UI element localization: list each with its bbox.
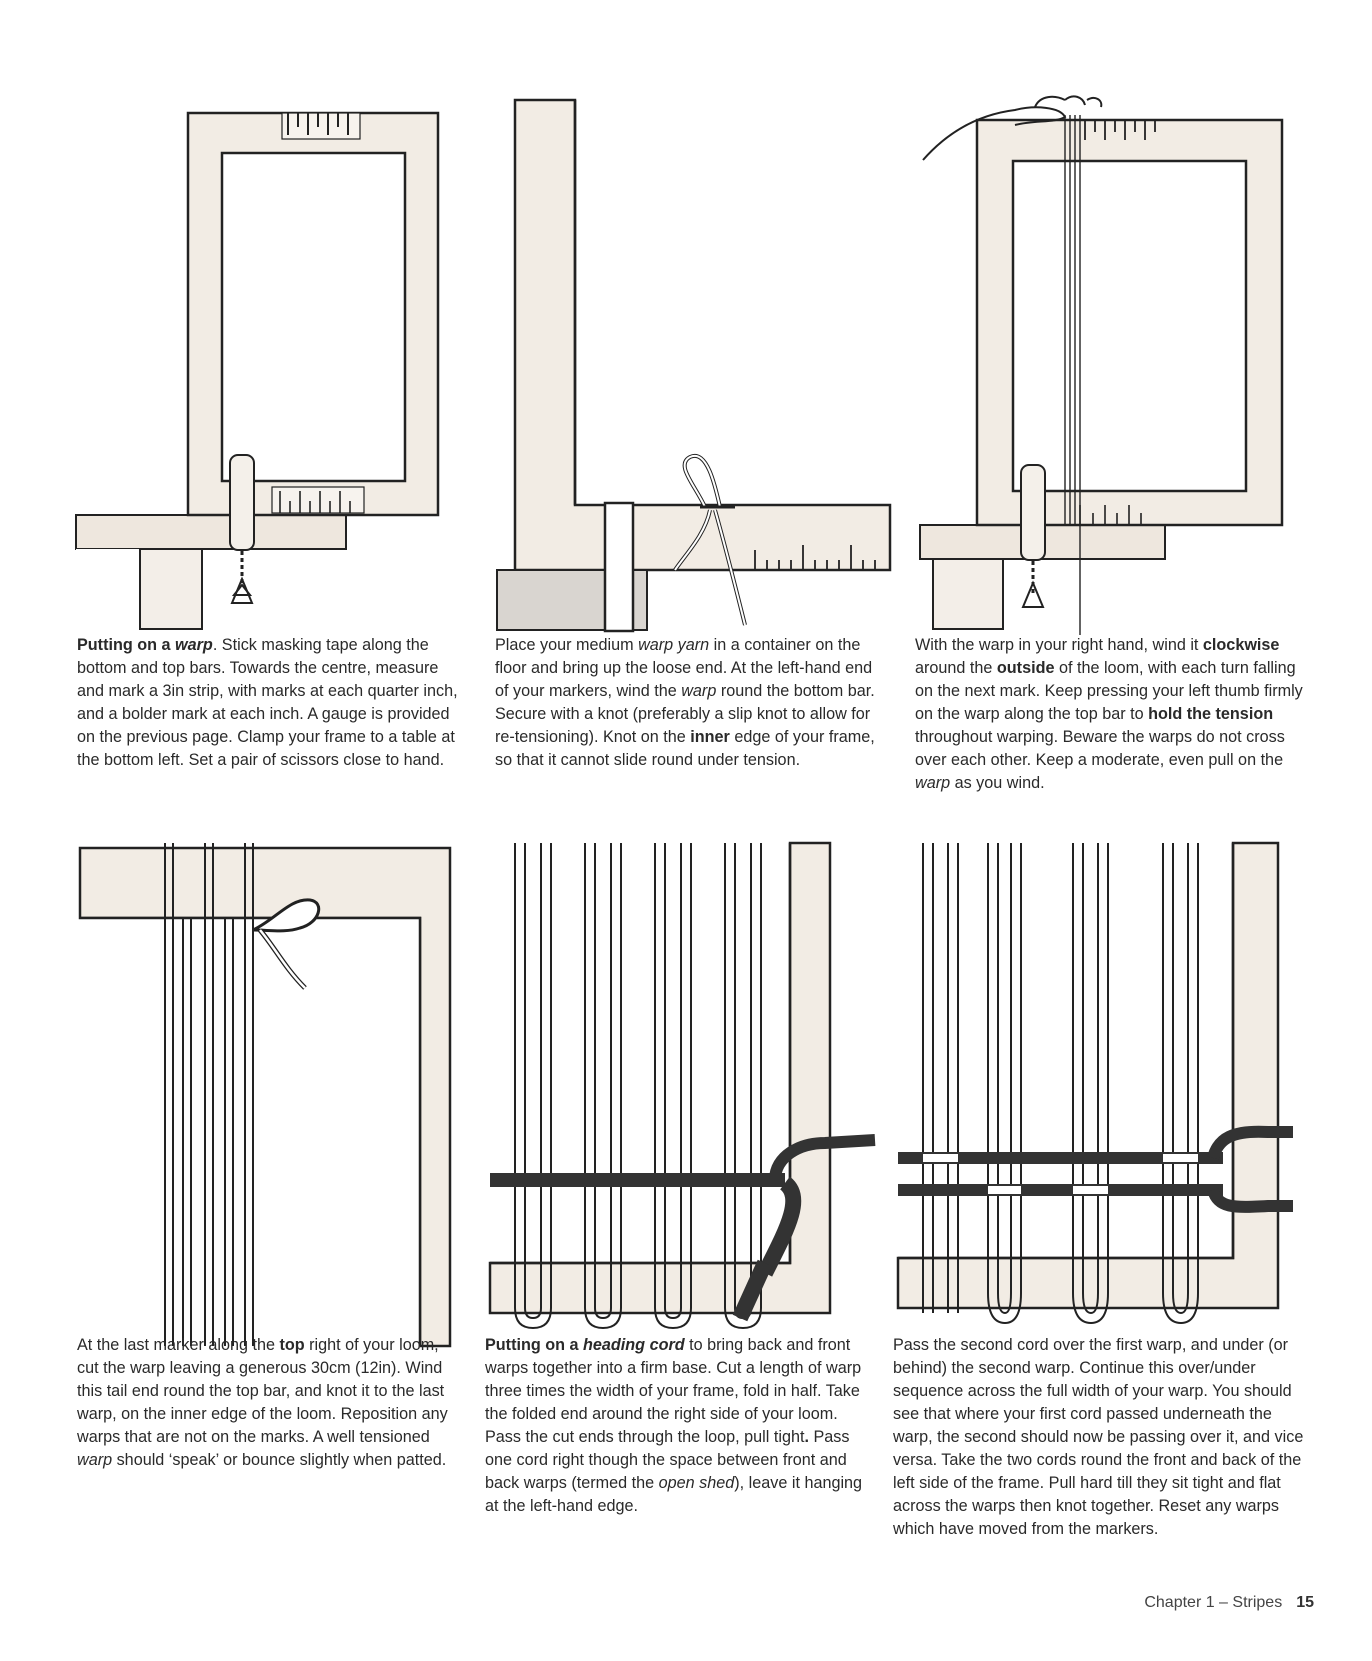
illustration-second-cord: [893, 838, 1313, 1358]
illustration-tail-knot: [75, 838, 465, 1348]
caption-place-warp-yarn: Place your medium warp yarn in a container on the floor and bring up the loose end. At the left-hand end of your markers, wind the warp round the bottom bar. Secure with a knot (preferably a slip knot to allow for re-tensioning). Knot on the inner edge of your frame, so that it cannot slide round under tension.: [495, 636, 875, 769]
illustration-heading-cord: [485, 838, 885, 1353]
page-number: 15: [1296, 1594, 1314, 1611]
chapter-label: Chapter 1 – Stripes: [1144, 1594, 1283, 1611]
illustration-winding-warp: [915, 95, 1315, 635]
illustration-frame-clamped: [70, 95, 460, 635]
caption-putting-on-warp: Putting on a warp. Stick masking tape along the bottom and top bars. Towards the centre, measure and mark a 3in strip, with marks at each quarter inch, and a bolder mark at each inch. A gauge is provided on the previous page. Clamp your frame to a table at the bottom left. Set a pair of scissors close to hand.: [77, 636, 458, 769]
caption-last-marker: At the last marker along the top right of your loom, cut the warp leaving a generous 30cm (12in). Wind this tail end round the top bar, and knot it to the last warp, on the inner edge of the loom. Reposition any warps that are not on the marks. A well tensioned warp should ‘speak’ or bounce slightly when patted.: [77, 1336, 448, 1469]
page-footer: [1144, 1594, 1314, 1612]
caption-wind-clockwise: With the warp in your right hand, wind it clockwise around the outside of the loom, with each turn falling on the next mark. Keep pressing your left thumb firmly on the warp along the top bar to hold the tension throughout warping. Beware the warps do not cross over each other. Keep a moderate, even pull on the warp as you wind.: [915, 636, 1303, 792]
caption-heading-cord: Putting on a heading cord to bring back and front warps together into a firm base. Cut a length of warp three times the width of your frame, fold in half. Take the folded end around the right side of your loom. Pass the cut ends through the loop, pull tight. Pass one cord right though the space between front and back warps (termed the open shed), leave it hanging at the left-hand edge.: [485, 1336, 863, 1515]
illustration-warp-slip-knot: [495, 95, 895, 635]
caption-second-cord: Pass the second cord over the first warp, and under (or behind) the second warp. Continue this over/under sequence across the full width of your warp. You should see that where your first cord passed underneath the warp, the second should now be passing over it, and vice versa. Take the two cords round the front and back of the left side of the frame. Pull hard till they sit tight and flat across the warps then knot together. Reset any warps which have moved from the markers.: [893, 1336, 1304, 1538]
